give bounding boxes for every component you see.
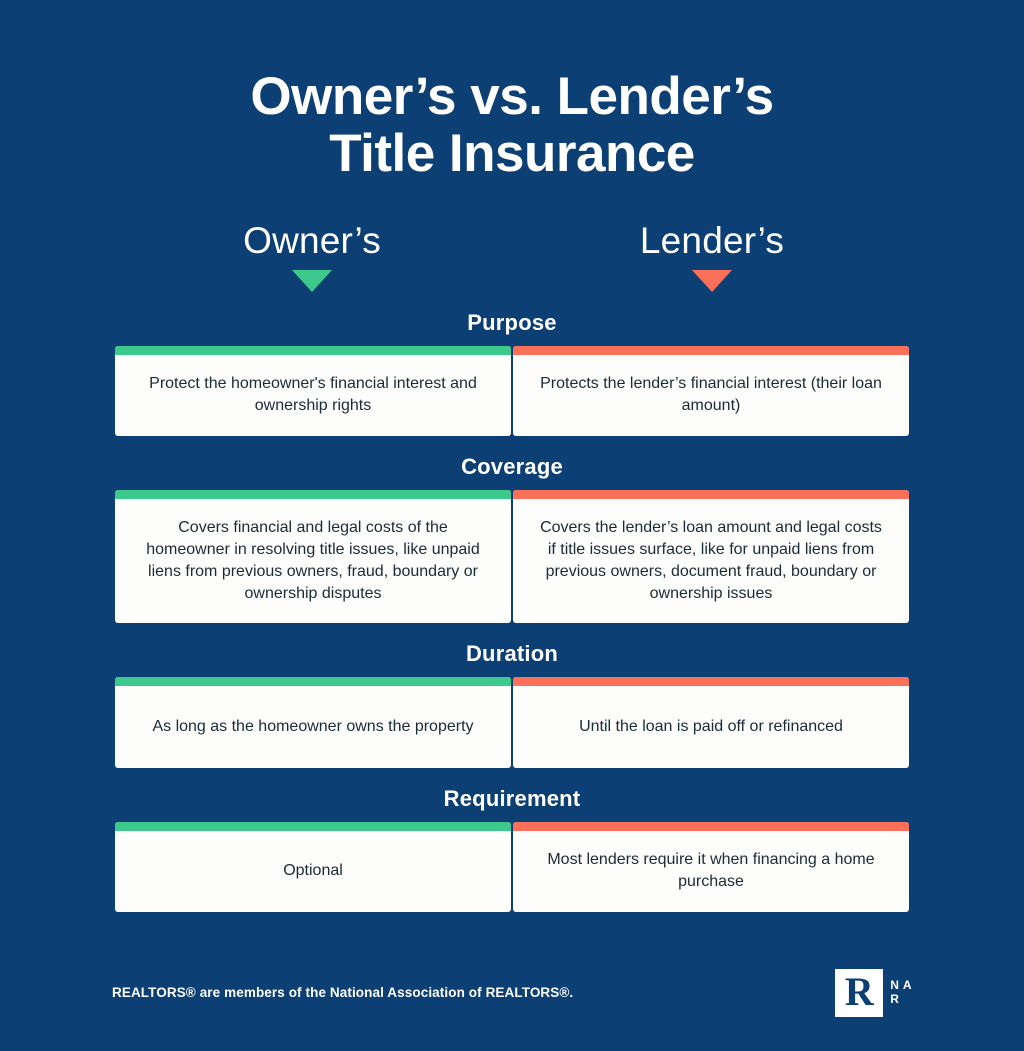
- title-line-1: Owner’s vs. Lender’s: [250, 66, 774, 126]
- cell-text-owner-coverage: Covers financial and legal costs of the homeowner in resolving title issues, like unpaid liens from previous owners, fraud, boundary or ownership disputes: [146, 518, 480, 603]
- column-label-lender: Lender’s: [639, 219, 785, 261]
- nar-logo-mark: R: [835, 969, 883, 1017]
- section-duration: [0, 641, 1024, 768]
- cell-text-owner-requirement: Optional: [283, 862, 343, 880]
- comparison-row-requirement: [0, 822, 1024, 912]
- nar-logo-line-2: R: [890, 991, 900, 1006]
- cell-owner-requirement: [115, 822, 511, 912]
- section-label-requirement: Requirement: [443, 785, 581, 811]
- nar-logo-line-1: N A: [890, 977, 912, 992]
- section-label-coverage: Coverage: [461, 453, 563, 479]
- accent-bar-lender: [513, 346, 909, 355]
- section-requirement: [0, 786, 1024, 912]
- cell-lender-coverage: [513, 490, 909, 623]
- comparison-sections: [0, 310, 1024, 912]
- column-heading-lender: [512, 220, 912, 292]
- accent-bar-owner: [115, 490, 511, 499]
- footer: [0, 963, 1024, 1023]
- cell-text-lender-purpose: Protects the lender’s financial interest (their loan amount): [540, 375, 882, 415]
- section-coverage: [0, 454, 1024, 623]
- footer-disclaimer: REALTORS® are members of the National Association of REALTORS®.: [112, 985, 574, 1000]
- accent-bar-lender: [513, 822, 909, 831]
- cell-lender-duration: [513, 677, 909, 768]
- accent-bar-owner: [115, 822, 511, 831]
- cell-owner-purpose: [115, 346, 511, 436]
- column-heading-owner: [112, 220, 512, 292]
- accent-bar-owner: [115, 677, 511, 686]
- comparison-row-coverage: [0, 490, 1024, 623]
- cell-text-owner-duration: As long as the homeowner owns the property: [152, 717, 474, 735]
- triangle-down-icon-lender: [692, 270, 732, 292]
- cell-text-lender-requirement: Most lenders require it when financing a home purchase: [547, 851, 875, 891]
- nar-logo: [835, 969, 912, 1017]
- cell-text-owner-purpose: Protect the homeowner's financial interest and ownership rights: [149, 375, 477, 415]
- cell-text-lender-coverage: Covers the lender’s loan amount and legal costs if title issues surface, like for unpaid liens from previous owners, document fraud, boundary or ownership issues: [540, 518, 882, 603]
- cell-text-lender-duration: Until the loan is paid off or refinanced: [579, 717, 843, 735]
- cell-lender-purpose: [513, 346, 909, 436]
- column-headings: [0, 220, 1024, 292]
- accent-bar-owner: [115, 346, 511, 355]
- triangle-down-icon-owner: [292, 270, 332, 292]
- accent-bar-lender: [513, 677, 909, 686]
- cell-lender-requirement: [513, 822, 909, 912]
- nar-logo-letters: [890, 979, 912, 1007]
- comparison-row-duration: [0, 677, 1024, 768]
- page-title: [0, 36, 1024, 182]
- section-label-purpose: Purpose: [467, 309, 557, 335]
- cell-owner-duration: [115, 677, 511, 768]
- infographic-page: [0, 36, 1024, 1051]
- comparison-row-purpose: [0, 346, 1024, 436]
- accent-bar-lender: [513, 490, 909, 499]
- section-label-duration: Duration: [465, 640, 559, 666]
- column-label-owner: Owner’s: [243, 219, 381, 261]
- cell-owner-coverage: [115, 490, 511, 623]
- section-purpose: [0, 310, 1024, 436]
- title-line-2: Title Insurance: [329, 123, 695, 183]
